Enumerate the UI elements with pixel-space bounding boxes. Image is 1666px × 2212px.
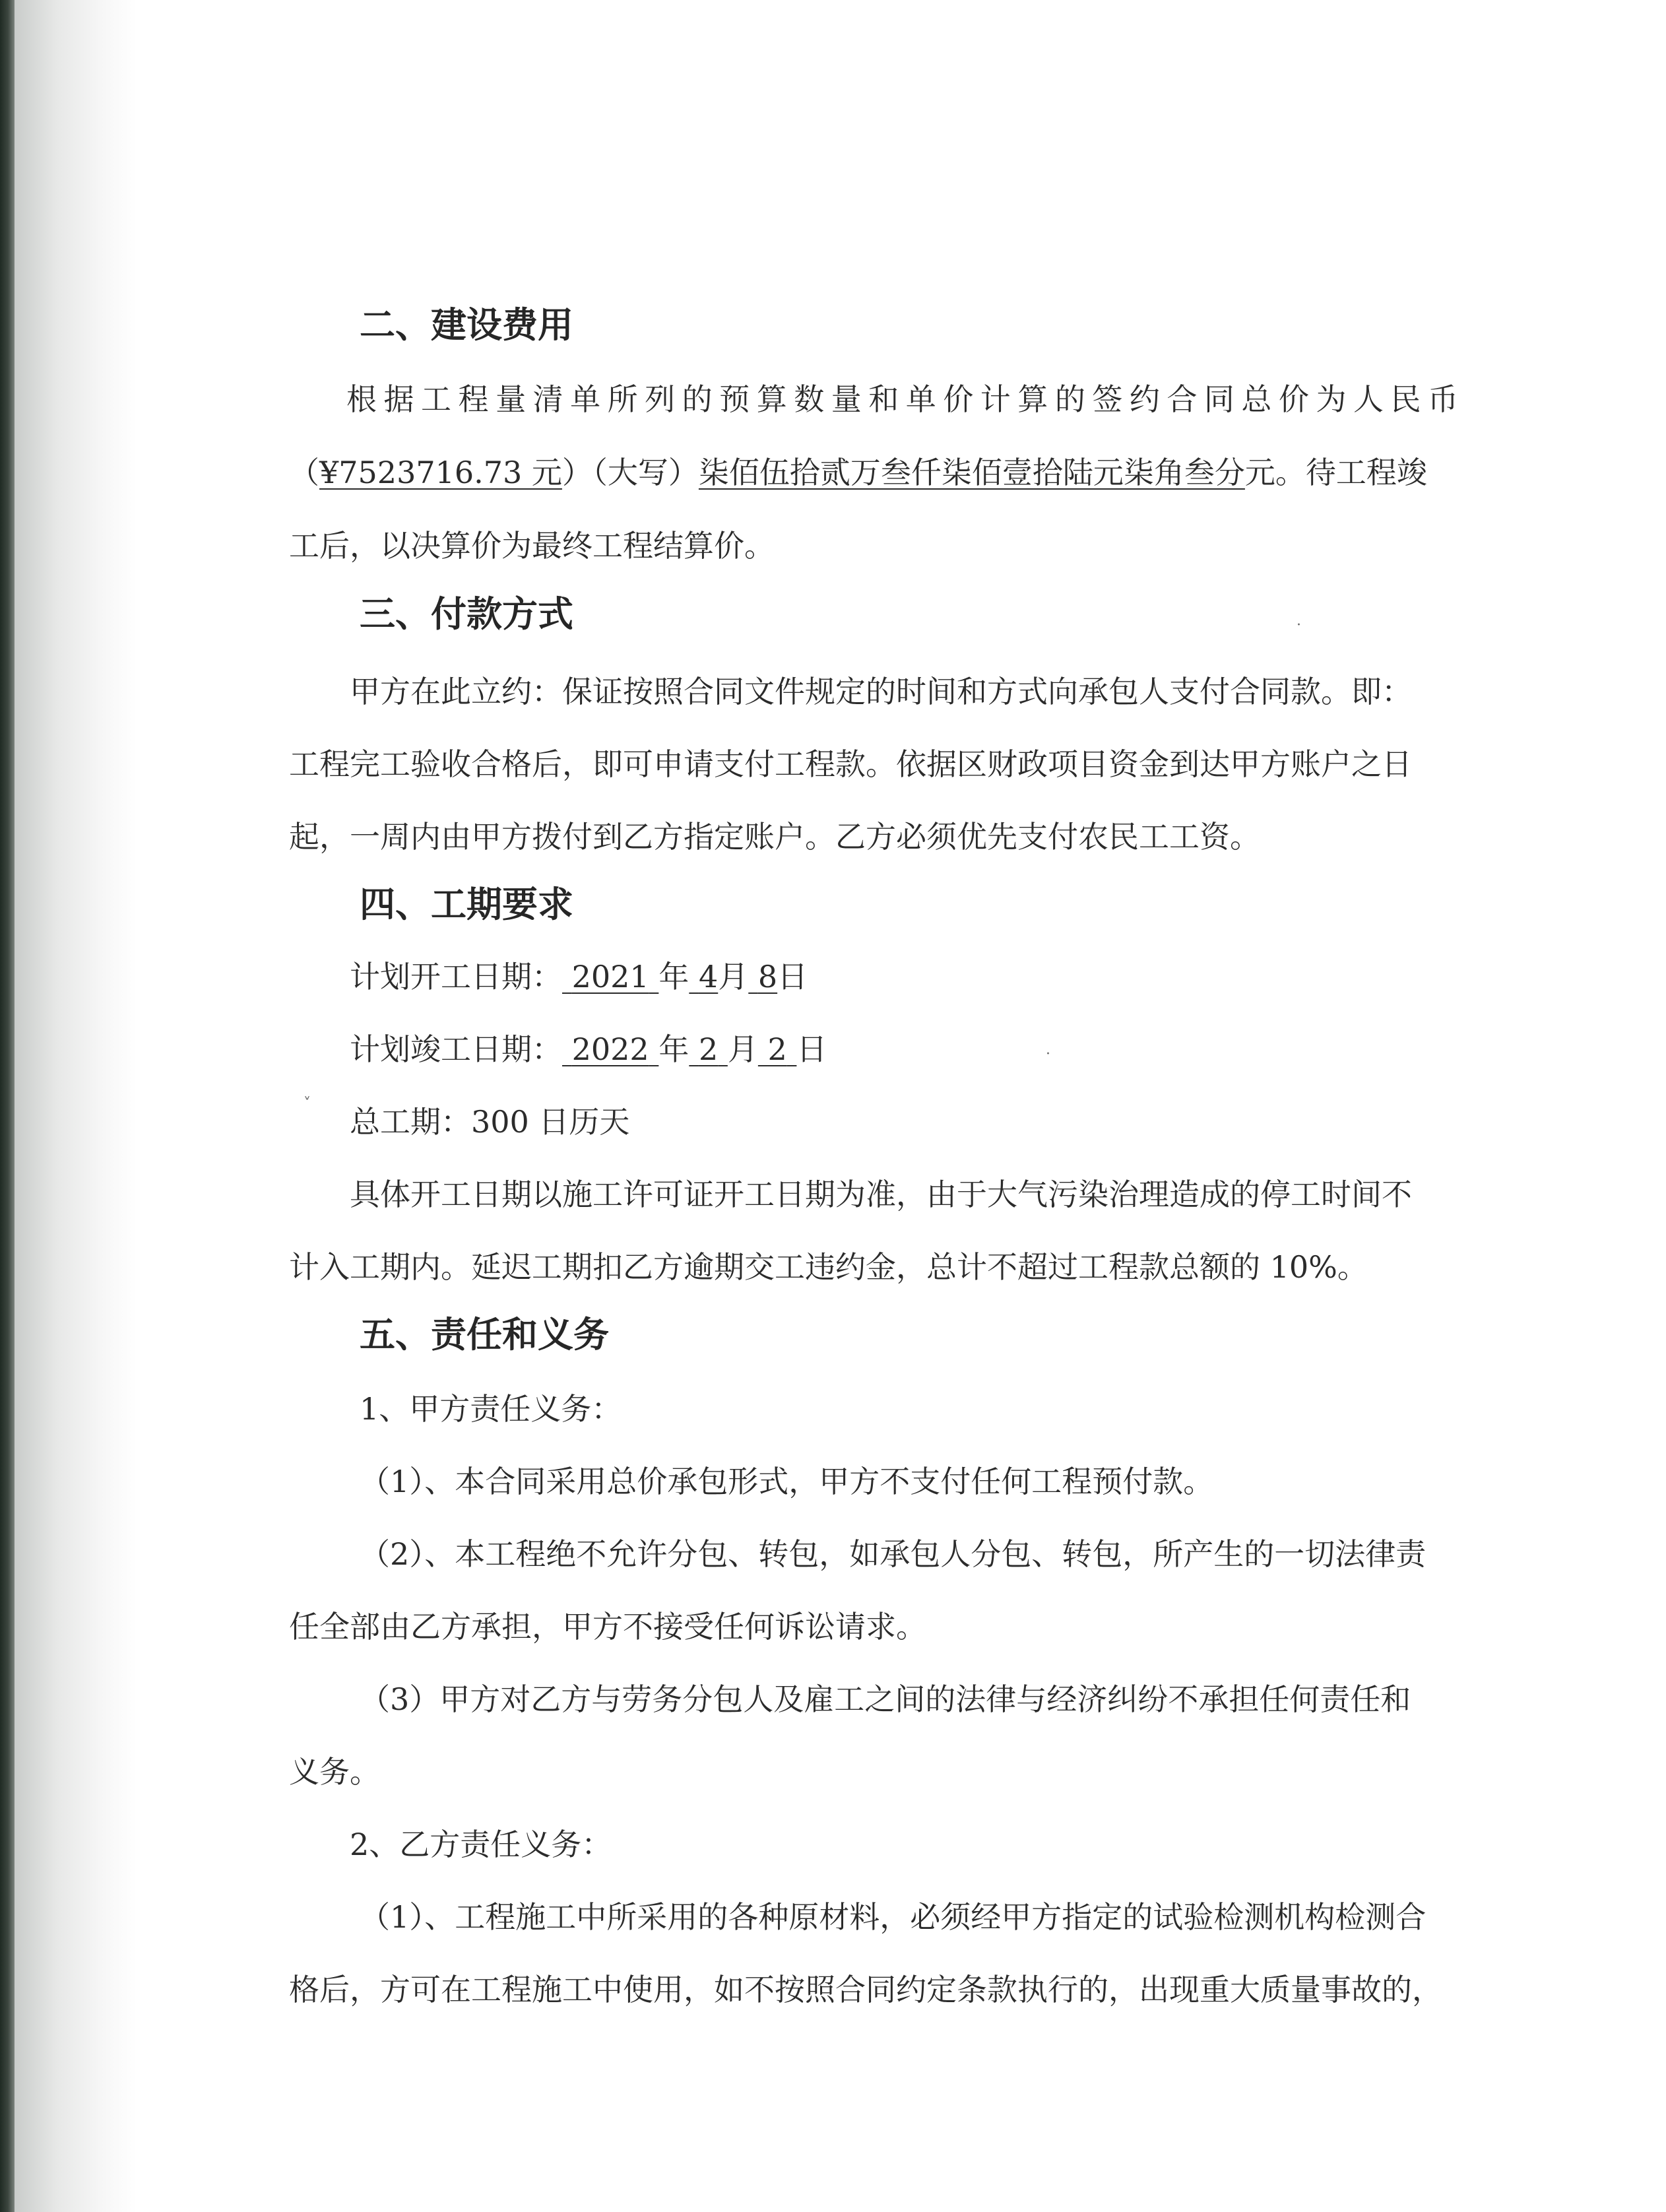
section3-heading: 三、付款方式 xyxy=(360,593,573,635)
daxie-label: ）（大写） xyxy=(561,455,699,490)
section2-para-line2-tail: 元。待工程竣 xyxy=(1244,455,1427,490)
start-day: 8 xyxy=(757,959,778,994)
start-label: 计划开工日期： xyxy=(350,959,562,994)
section4-heading: 四、工期要求 xyxy=(360,883,573,925)
party-a-item2-line2: 任全部由乙方承担，甲方不接受任何诉讼请求。 xyxy=(289,1609,926,1644)
section3-para-line2: 工程完工验收合格后，即可申请支付工程款。依据区财政项目资金到达甲方账户之日 xyxy=(289,746,1412,782)
section4-para-line2: 计入工期内。延迟工期扣乙方逾期交工违约金，总计不超过工程款总额的 10%。 xyxy=(289,1249,1368,1285)
section4-para-line1: 具体开工日期以施工许可证开工日期为准，由于大气污染治理造成的停工时间不 xyxy=(350,1177,1412,1212)
planned-completion-date xyxy=(350,1029,827,1069)
start-year: 2021 xyxy=(571,959,649,994)
party-b-item1-line1: （1）、工程施工中所采用的各种原材料，必须经甲方指定的试验检测机构检测合 xyxy=(360,1899,1426,1935)
section2-heading: 二、建设费用 xyxy=(360,304,573,346)
section3-para-line1: 甲方在此立约：保证按照合同文件规定的时间和方式向承包人支付合同款。即： xyxy=(350,674,1412,709)
planned-start-date xyxy=(350,957,808,996)
section2-para-line3: 工后，以决算价为最终工程结算价。 xyxy=(289,528,775,564)
contract-amount: ¥7523716.73 元 xyxy=(319,455,562,490)
end-day: 2 xyxy=(767,1031,787,1067)
end-year: 2022 xyxy=(571,1031,649,1067)
section3-para-line3: 起，一周内由甲方拨付到乙方指定账户。乙方必须优先支付农民工工资。 xyxy=(289,819,1260,855)
year-char: 年 xyxy=(658,959,689,994)
month-char: 月 xyxy=(718,959,749,994)
end-month: 2 xyxy=(698,1031,719,1067)
paren-open: （ xyxy=(289,455,319,490)
total-duration: 总工期：300 日历天 xyxy=(350,1104,630,1140)
start-month: 4 xyxy=(698,959,719,994)
year-char: 年 xyxy=(658,1031,689,1067)
section2-para-line2 xyxy=(289,453,1427,492)
party-b-item1-line2: 格后，方可在工程施工中使用，如不按照合同约定条款执行的，出现重大质量事故的， xyxy=(289,1972,1442,2007)
scan-speck: · xyxy=(1046,1046,1050,1062)
party-a-item2-line1: （2）、本工程绝不允许分包、转包，如承包人分包、转包，所产生的一切法律责 xyxy=(360,1536,1426,1572)
party-a-item3-line2: 义务。 xyxy=(289,1754,380,1790)
section2-para-line1: 根据工程量清单所列的预算数量和单价计算的签约合同总价为人民币 xyxy=(346,381,1458,417)
scan-speck: ˅ xyxy=(304,1095,311,1112)
contract-amount-words: 柒佰伍拾贰万叁仟柒佰壹拾陆元柒角叁分 xyxy=(698,455,1245,490)
scan-speck: · xyxy=(1297,617,1301,634)
party-a-duties-heading: 1、甲方责任义务： xyxy=(360,1391,622,1427)
party-b-duties-heading: 2、乙方责任义务： xyxy=(350,1827,612,1862)
day-char: 日 xyxy=(796,1031,827,1067)
month-char: 月 xyxy=(727,1031,758,1067)
section5-heading: 五、责任和义务 xyxy=(360,1313,609,1355)
day-char: 日 xyxy=(777,959,808,994)
end-label: 计划竣工日期： xyxy=(350,1031,562,1067)
party-a-item1: （1）、本合同采用总价承包形式，甲方不支付任何工程预付款。 xyxy=(360,1464,1214,1499)
party-a-item3-line1: （3）甲方对乙方与劳务分包人及雇工之间的法律与经济纠纷不承担任何责任和 xyxy=(360,1681,1411,1717)
